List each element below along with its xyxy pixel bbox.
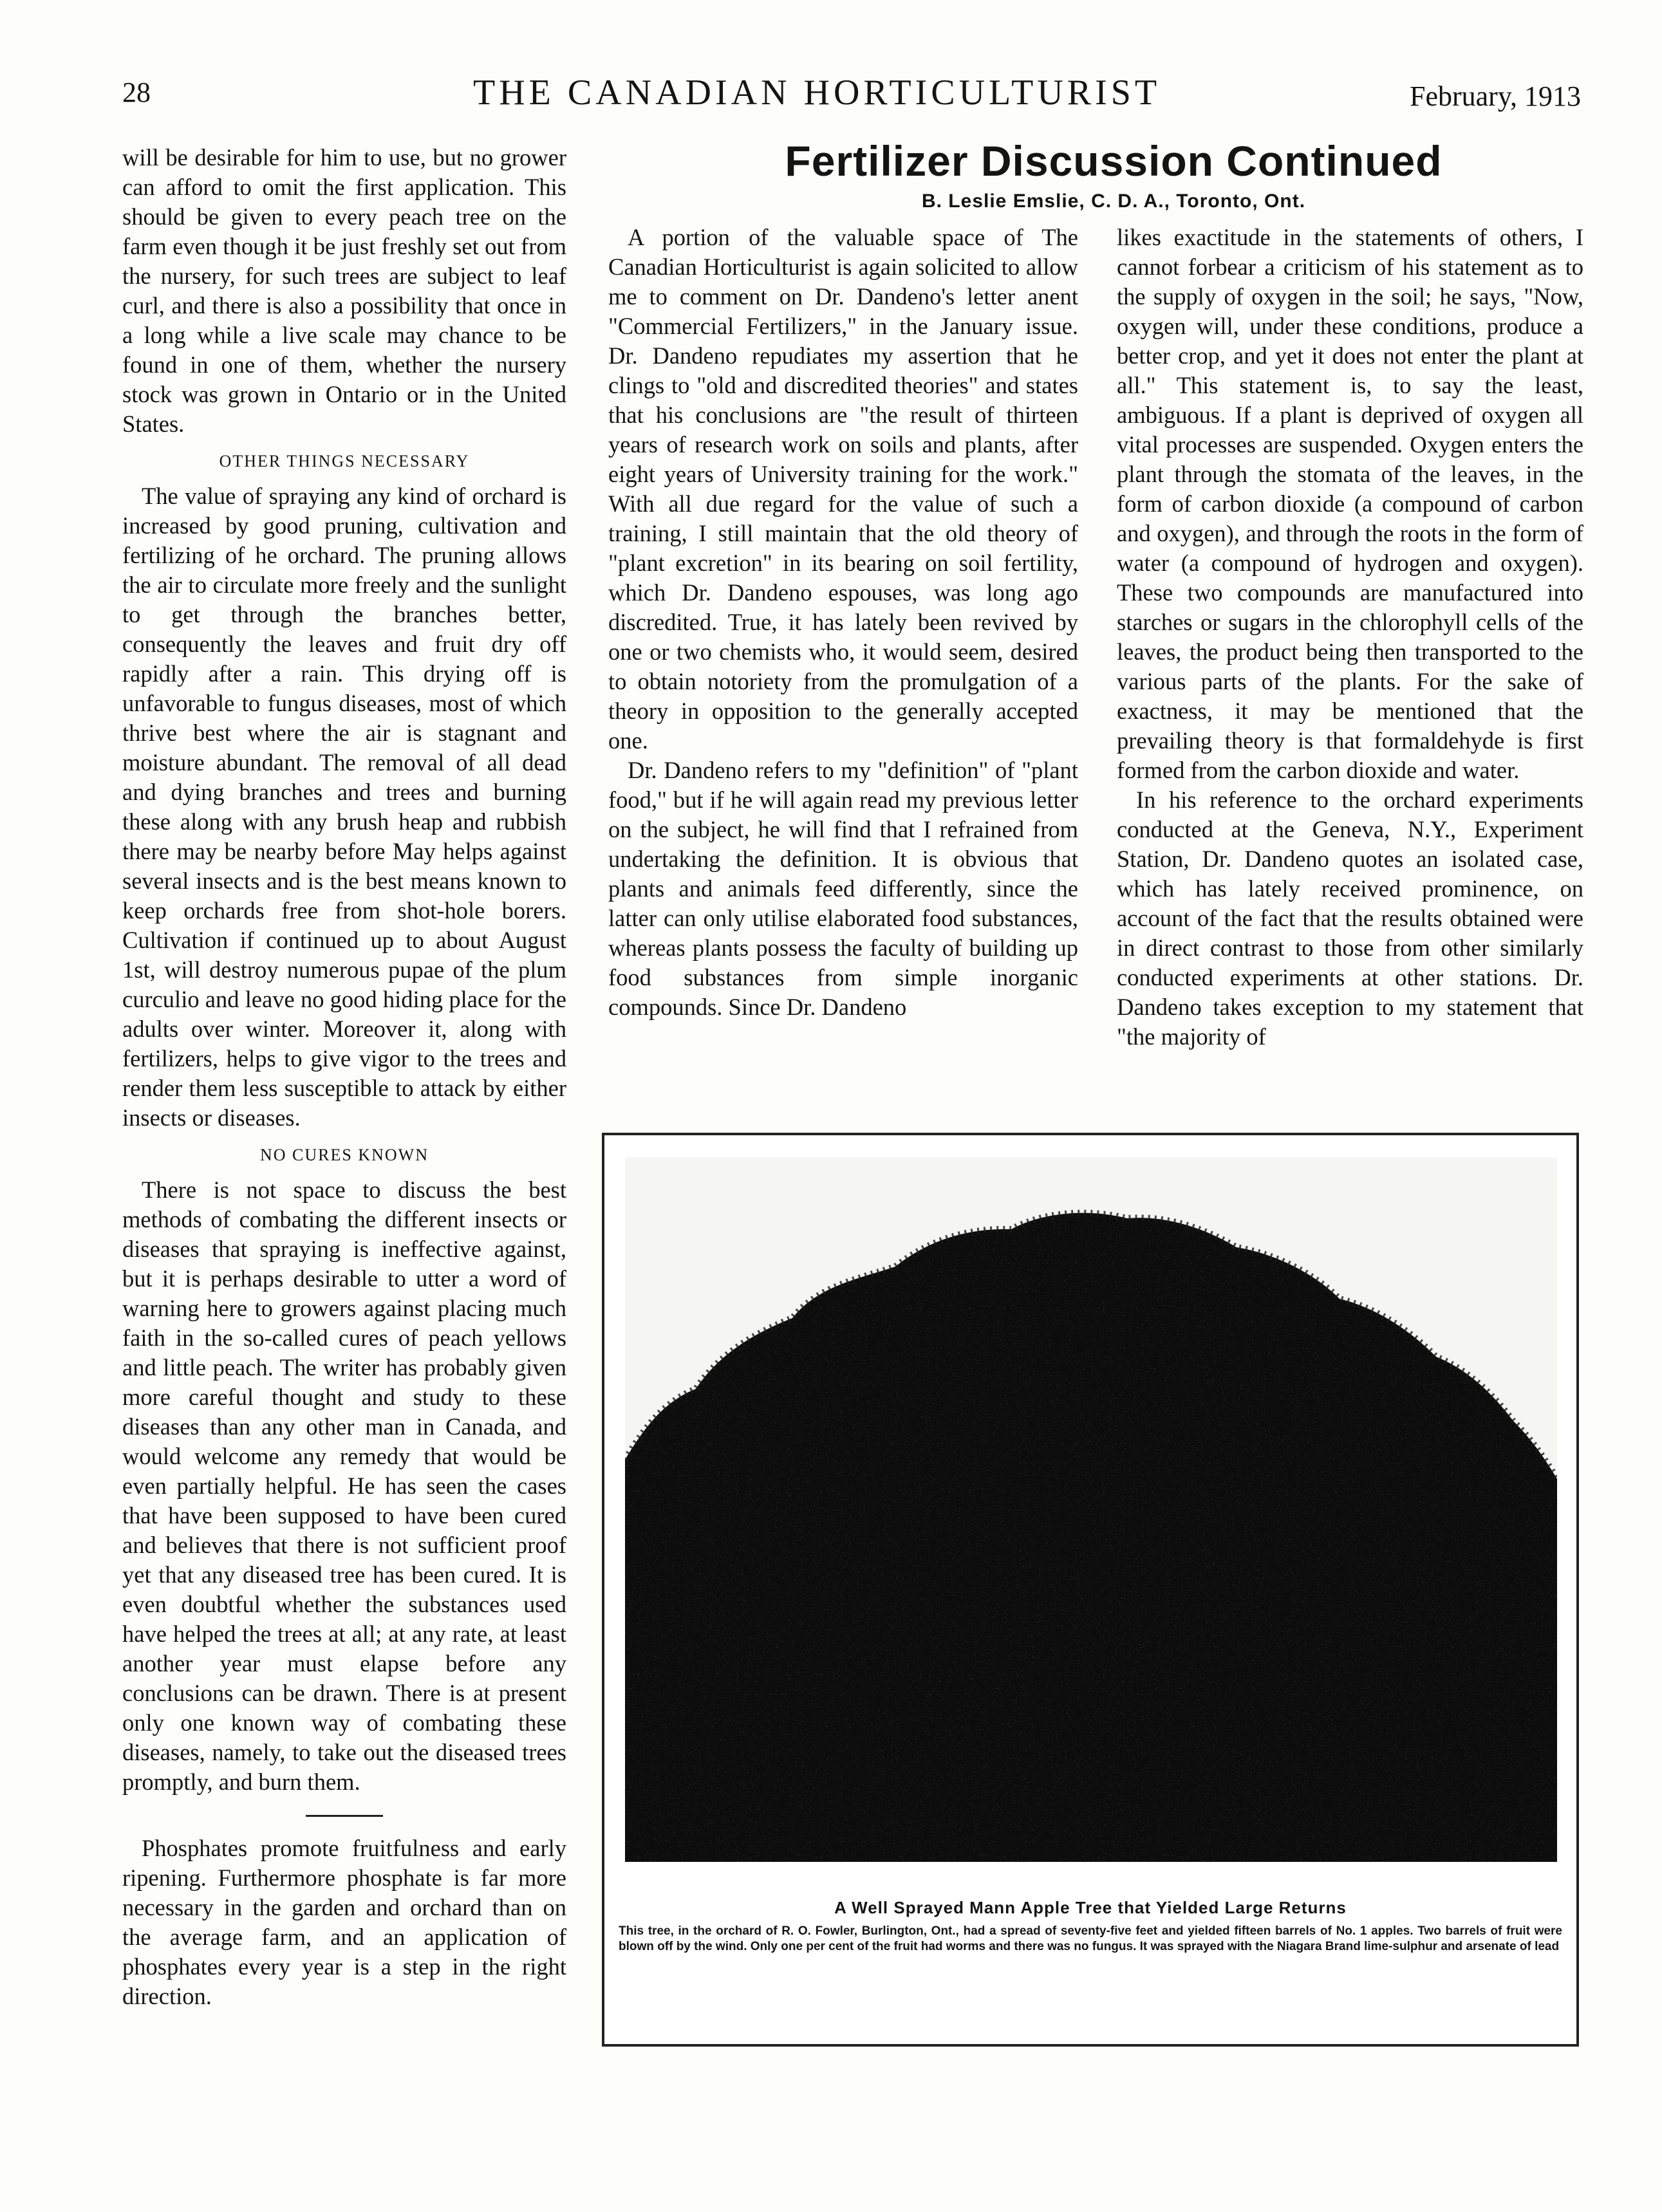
article-paragraph-2: Dr. Dandeno refers to my "definition" of "plant food," but if he will again read my previous letter on the subject, he will find that I refrained from undertaking the definition. It is obvious that plants and animals feed differently, since the latter can only utilise elaborated food substances, whereas plants possess the faculty of building up food substances from simple inorganic compounds. Since Dr. Dandeno <box>608 757 1078 1020</box>
apple-tree-photo <box>625 1157 1557 1862</box>
section-divider <box>306 1815 383 1817</box>
page-number: 28 <box>122 77 151 108</box>
left-intro-paragraph: will be desirable for him to use, but no grower can afford to omit the first application. This should be given to every peach tree on the farm even though it be just freshly set out from the nursery, for such trees are subject to leaf curl, and there is also a possibility that once in a long while a live scale may chance to be found in one of them, whether the nursery stock was grown in Ontario or in the United States. <box>122 144 566 437</box>
article-paragraph-3: likes exactitude in the statements of others, I cannot forbear a criticism of his statement as to the supply of oxygen in the soil; he says, "Now, oxygen will, under these conditions, produce a better crop, and yet it does not enter the plant at all." This statement is, to say the least, ambiguous. If a plant is deprived of oxygen all vital processes are suspended. Oxygen enters the plant through the stomata of the leaves, in the form of carbon dioxide (a compound of carbon and oxygen), and through the roots in the form of water (a compound of hydrogen and oxygen). These two compounds are manufactured into starches or sugars in the chlorophyll cells of the leaves, the product being then transported to the various parts of the plants. For the sake of exactness, it may be mentioned that the prevailing theory is that formaldehyde is first formed from the carbon dioxide and water. <box>1117 224 1583 783</box>
left-column <box>122 143 566 2011</box>
left-paragraph-cures: There is not space to discuss the best methods of combating the different insects or diseases that spraying is ineffective against, but it is perhaps desirable to utter a word of warning here to growers against placing much faith in the so-called cures of peach yellows and little peach. The writer has probably given more careful thought and study to these diseases than any other man in Canada, and would welcome any remedy that would be even partially helpful. He has seen the cases that have been supposed to have been cured and believes that there is not sufficient proof yet that any diseased tree has been cured. It is even doubtful whether the substances used have helped the trees at all; at any rate, at least another year must elapse before any conclusions can be drawn. There is at present only one known way of combating these diseases, namely, to take out the diseased trees promptly, and burn them. <box>122 1176 566 1795</box>
phosphate-note: Phosphates promote fruitfulness and early ripening. Furthermore phosphate is far more necessary in the garden and orchard than on the average farm, and an application of phosphates every year is a step in the right direction. <box>122 1835 566 2009</box>
article-paragraph-1: A portion of the valuable space of The Canadian Horticulturist is again solicited to allow me to comment on Dr. Dandeno's letter anent "Commercial Fertilizers," in the January issue. Dr. Dandeno repudiates my assertion that he clings to "old and discredited theories" and states that his conclusions are "the result of thirteen years of research work on soils and plants, after eight years of University training for the work." With all due regard for the value of such a training, I still maintain that the old theory of "plant excretion" in its bearing on soil fertility, which Dr. Dandeno espouses, was long ago discredited. True, it has lately been revived by one or two chemists who, it would seem, desired to obtain notoriety from the promulgation of a theory in opposition to the generally accepted one. <box>608 224 1078 754</box>
subhead-other-things-necessary: OTHER THINGS NECESSARY <box>219 452 470 470</box>
article-middle-column <box>608 223 1078 1022</box>
article-paragraph-4: In his reference to the orchard experiments conducted at the Geneva, N.Y., Experiment Station, Dr. Dandeno quotes an isolated case, which has lately received prominence, on account of the fact that the results obtained were in direct contrast to those from other similarly conducted experiments at other stations. Dr. Dandeno takes exception to my statement that "the majority of <box>1117 786 1583 1050</box>
subhead-no-cures-known: NO CURES KNOWN <box>260 1146 429 1164</box>
photo-figure <box>602 1133 1579 2047</box>
journal-title: THE CANADIAN HORTICULTURIST <box>473 73 1161 113</box>
left-paragraph-pruning: The value of spraying any kind of orchard is increased by good pruning, cultivation and fertilizing of he orchard. The pruning allows the air to circulate more freely and the sunlight to get through the branches better, consequently the leaves and fruit dry off rapidly after a rain. This drying off is unfavorable to fungus diseases, most of which thrive best where the air is stagnant and moisture abundant. The removal of all dead and dying branches and trees and burning these along with any brush heap and rubbish there may be nearby before May helps against several insects and is the best means known to keep orchards free from shot-hole borers. Cultivation if continued up to about August 1st, will destroy numerous pupae of the plum curculio and leave no good hiding place for the adults over winter. Moreover it, along with fertilizers, helps to give vigor to the trees and render them less susceptible to attack by either insects or diseases. <box>122 483 566 1131</box>
article-right-column <box>1117 223 1583 1052</box>
figure-caption-text: This tree, in the orchard of R. O. Fowler, Burlington, Ont., had a spread of seventy-five feet and yielded fifteen barrels of No. 1 apples. Two barrels of fruit were blown off by the wind. Only one per cent of the fruit had worms and there was no fungus. It was sprayed with the Niagara Brand lime-sulphur and arsenate of lead <box>619 1924 1562 1953</box>
figure-caption-title: A Well Sprayed Mann Apple Tree that Yielded Large Returns <box>834 1898 1347 1917</box>
article-title: Fertilizer Discussion Continued <box>785 137 1443 185</box>
issue-date: February, 1913 <box>1410 80 1581 112</box>
apple-tree-illustration <box>625 1157 1557 1862</box>
article-byline: B. Leslie Emslie, C. D. A., Toronto, Ont. <box>921 191 1306 212</box>
